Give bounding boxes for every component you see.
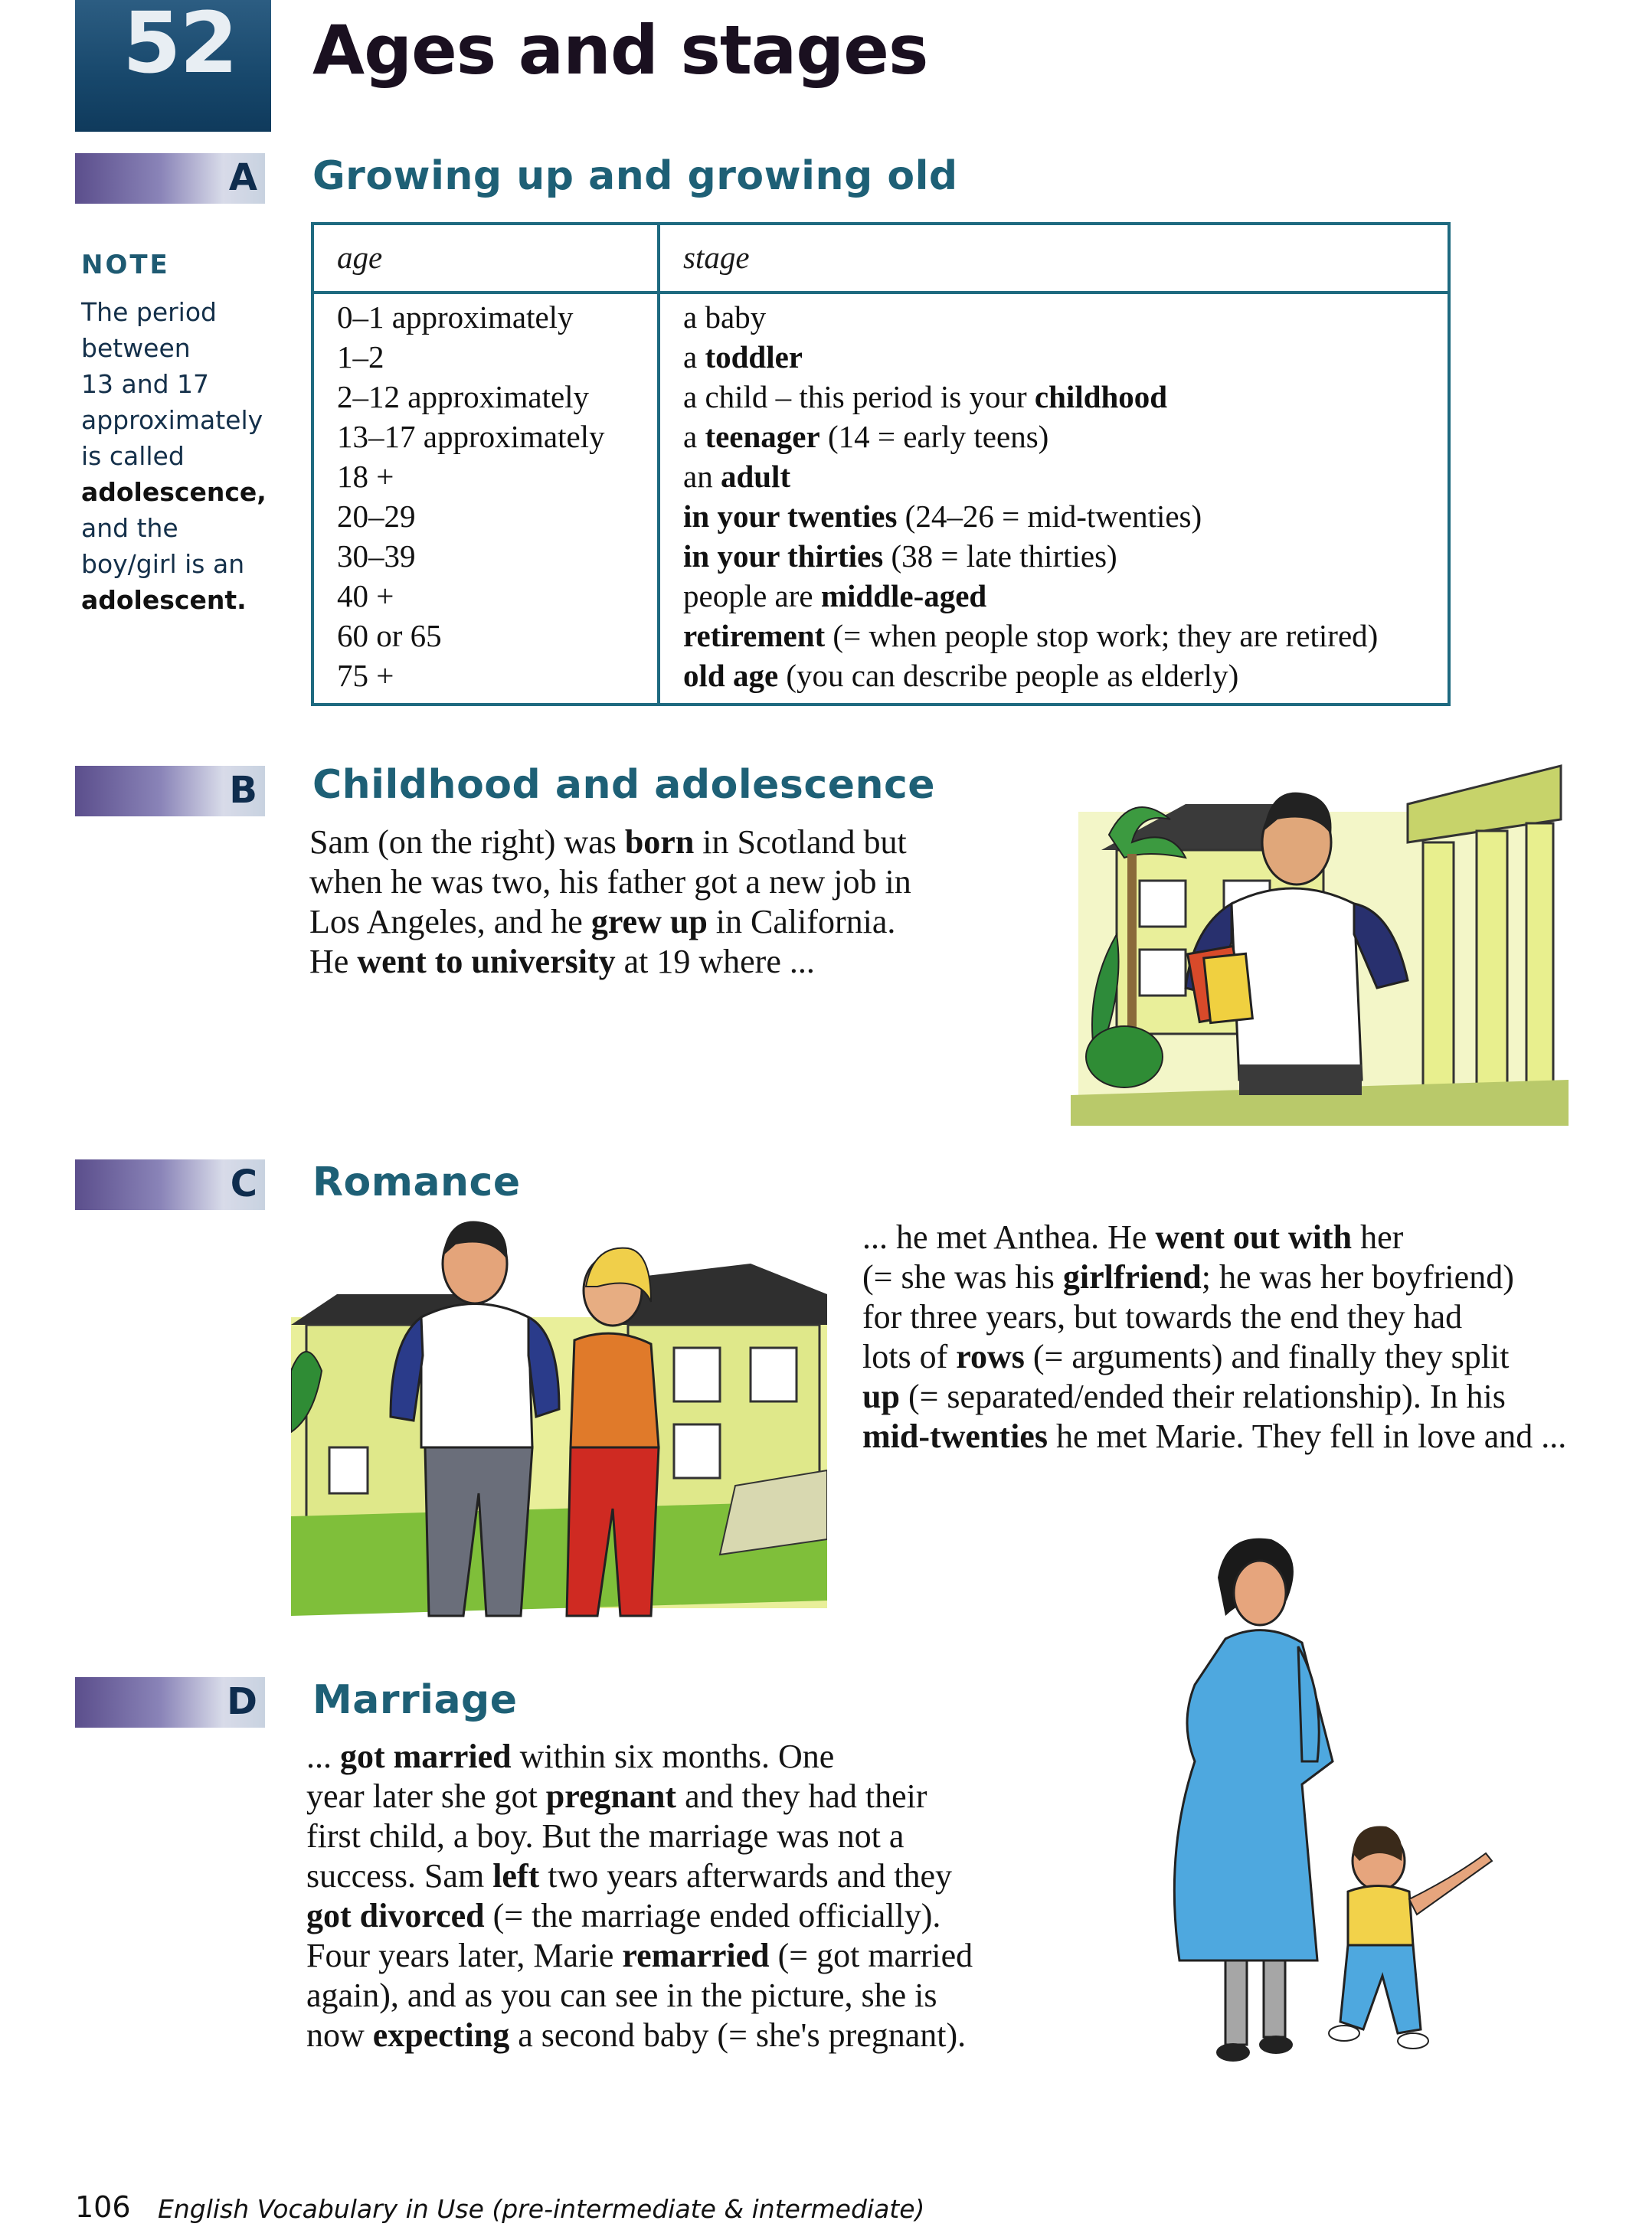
table-stage-cell: a baby xyxy=(683,299,767,335)
section-title-c: Romance xyxy=(312,1159,521,1205)
section-title-a: Growing up and growing old xyxy=(312,153,958,199)
age-stage-table xyxy=(311,222,1451,706)
paragraph-line: mid-twenties he met Marie. They fell in love and ... xyxy=(862,1418,1567,1455)
note-box xyxy=(81,250,265,618)
paragraph-line: (= she was his girlfriend; he was her boyfriend) xyxy=(862,1258,1514,1296)
section-letter-d: D xyxy=(227,1680,257,1723)
table-age-cell: 20–29 xyxy=(337,499,416,534)
section-letter-c: C xyxy=(230,1163,257,1205)
paragraph-marriage xyxy=(306,1737,973,2055)
table-age-cell: 30–39 xyxy=(337,538,416,574)
table-header-stage: stage xyxy=(683,240,750,275)
section-tab-c xyxy=(75,1159,265,1210)
paragraph-line: when he was two, his father got a new job in xyxy=(309,863,911,901)
note-line: is called xyxy=(81,441,185,471)
section-title-b: Childhood and adolescence xyxy=(312,762,936,808)
table-header-row xyxy=(314,225,1448,294)
paragraph-line: up (= separated/ended their relationship). In his xyxy=(862,1378,1506,1415)
note-line: boy/girl is an xyxy=(81,549,245,579)
table-stage-cell: people are middle-aged xyxy=(683,578,987,613)
table-age-cell: 18 + xyxy=(337,459,394,494)
table-age-cell: 13–17 approximately xyxy=(337,419,605,454)
table-stage-cell: in your twenties (24–26 = mid-twenties) xyxy=(683,499,1202,534)
illustration-mother-and-child xyxy=(1134,1532,1532,2083)
table-stage-cell: a teenager (14 = early teens) xyxy=(683,419,1049,454)
paragraph-line: got divorced (= the marriage ended officially). xyxy=(306,1897,941,1934)
note-heading: NOTE xyxy=(81,250,170,280)
paragraph-line: Los Angeles, and he grew up in California. xyxy=(309,903,896,940)
page-number: 106 xyxy=(75,2190,131,2224)
section-title-d: Marriage xyxy=(312,1677,518,1723)
page-title: Ages and stages xyxy=(312,11,928,90)
table-stage-column xyxy=(683,297,1378,695)
paragraph-line: lots of rows (= arguments) and finally they split xyxy=(862,1338,1510,1375)
table-stage-cell: a child – this period is your childhood xyxy=(683,379,1168,414)
table-stage-cell: an adult xyxy=(683,459,791,494)
note-line: between xyxy=(81,333,191,363)
book-title: English Vocabulary in Use (pre-intermediate & intermediate) xyxy=(158,2194,925,2224)
paragraph-line: year later she got pregnant and they had their xyxy=(306,1777,927,1815)
note-line: approximately xyxy=(81,405,263,435)
illustration-sam-campus xyxy=(1071,758,1569,1126)
paragraph-childhood xyxy=(309,822,911,982)
section-tab-d xyxy=(75,1677,265,1728)
paragraph-line: ... got married within six months. One xyxy=(306,1738,835,1775)
paragraph-line: He went to university at 19 where ... xyxy=(309,943,815,980)
table-age-cell: 1–2 xyxy=(337,339,384,374)
table-stage-cell: in your thirties (38 = late thirties) xyxy=(683,538,1117,574)
note-line: The period xyxy=(81,297,217,327)
table-stage-cell: retirement (= when people stop work; they are retired) xyxy=(683,618,1379,653)
table-age-cell: 60 or 65 xyxy=(337,618,442,653)
paragraph-line: for three years, but towards the end they had xyxy=(862,1298,1463,1336)
paragraph-line: success. Sam left two years afterwards and they xyxy=(306,1857,953,1895)
table-age-cell: 40 + xyxy=(337,578,394,613)
section-letter-a: A xyxy=(228,156,257,199)
table-column-divider xyxy=(657,225,660,703)
table-stage-cell: a toddler xyxy=(683,339,803,374)
paragraph-line: again), and as you can see in the picture, she is xyxy=(306,1977,937,2014)
table-header-age: age xyxy=(337,240,383,275)
table-age-cell: 0–1 approximately xyxy=(337,299,574,335)
note-term: adolescent. xyxy=(81,585,247,615)
paragraph-line: Four years later, Marie remarried (= got married xyxy=(306,1937,973,1974)
table-age-column xyxy=(337,297,605,695)
paragraph-line: now expecting a second baby (= she's pregnant). xyxy=(306,2016,967,2054)
note-line: and the xyxy=(81,513,178,543)
note-body xyxy=(81,294,265,618)
section-tab-a xyxy=(75,153,265,204)
illustration-couple-walking xyxy=(291,1218,827,1646)
unit-number: 52 xyxy=(123,0,237,92)
paragraph-line: Sam (on the right) was born in Scotland but xyxy=(309,823,907,861)
section-letter-b: B xyxy=(229,769,257,812)
note-term: adolescence, xyxy=(81,477,267,507)
paragraph-romance xyxy=(862,1218,1566,1457)
paragraph-line: first child, a boy. But the marriage was not a xyxy=(306,1817,905,1855)
paragraph-line: ... he met Anthea. He went out with her xyxy=(862,1218,1404,1256)
table-age-cell: 2–12 approximately xyxy=(337,379,590,414)
note-line: 13 and 17 xyxy=(81,369,210,399)
table-stage-cell: old age (you can describe people as elderly) xyxy=(683,658,1239,693)
section-tab-b xyxy=(75,766,265,816)
table-age-cell: 75 + xyxy=(337,658,394,693)
